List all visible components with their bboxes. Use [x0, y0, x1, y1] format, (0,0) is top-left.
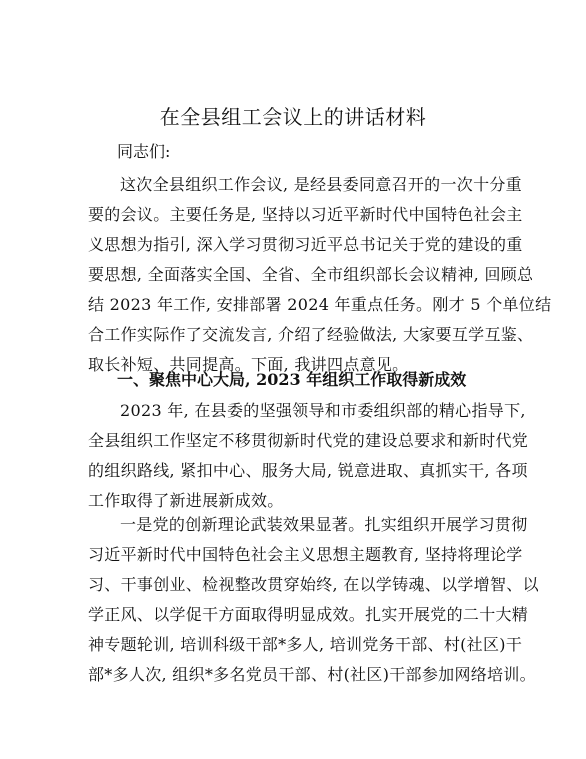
paragraph-theory	[88, 510, 539, 690]
paragraph-line: 合工作实际作了交流发言, 介绍了经验做法, 大家要互学互鉴、	[88, 325, 534, 344]
salutation: 同志们:	[117, 142, 171, 161]
paragraph-line: 2023 年, 在县委的坚强领导和市委组织部的精心指导下,	[120, 401, 526, 420]
paragraph-overview	[88, 396, 529, 516]
paragraph-line: 学正风、以学促干方面取得明显成效。扎实开展党的二十大精	[88, 605, 529, 624]
paragraph-line: 习、干事创业、检视整改贯穿始终, 在以学铸魂、以学增智、以	[88, 575, 539, 594]
paragraph-line: 的组织路线, 紧扣中心、服务大局, 锐意进取、真抓实干, 各项	[88, 461, 528, 480]
paragraph-line: 工作取得了新进展新成效。	[88, 491, 284, 510]
paragraph-line: 全县组织工作坚定不移贯彻新时代党的建设总要求和新时代党	[88, 431, 529, 450]
paragraph-intro	[88, 170, 552, 380]
paragraph-line: 一是党的创新理论武装效果显著。扎实组织开展学习贯彻	[120, 515, 528, 534]
section-heading: 一、聚焦中心大局, 2023 年组织工作取得新成效	[117, 370, 467, 389]
paragraph-line: 要的会议。主要任务是, 坚持以习近平新时代中国特色社会主	[88, 205, 523, 224]
paragraph-line: 这次全县组织工作会议, 是经县委同意召开的一次十分重	[120, 175, 522, 194]
paragraph-line: 结 2023 年工作, 安排部署 2024 年重点任务。刚才 5 个单位结	[88, 295, 552, 314]
paragraph-line: 习近平新时代中国特色社会主义思想主题教育, 坚持将理论学	[88, 545, 523, 564]
document-title: 在全县组工会议上的讲话材料	[159, 105, 427, 129]
paragraph-line: 取长补短、共同提高。下面, 我讲四点意见。	[88, 355, 409, 374]
paragraph-line: 要思想, 全面落实全国、全省、全市组织部长会议精神, 回顾总	[88, 265, 534, 284]
paragraph-line: 义思想为指引, 深入学习贯彻习近平总书记关于党的建设的重	[88, 235, 523, 254]
paragraph-line: 部*多人次, 组织*多名党员干部、村(社区)干部参加网络培训。	[88, 665, 536, 684]
paragraph-line: 神专题轮训, 培训科级干部*多人, 培训党务干部、村(社区)干	[88, 635, 523, 654]
